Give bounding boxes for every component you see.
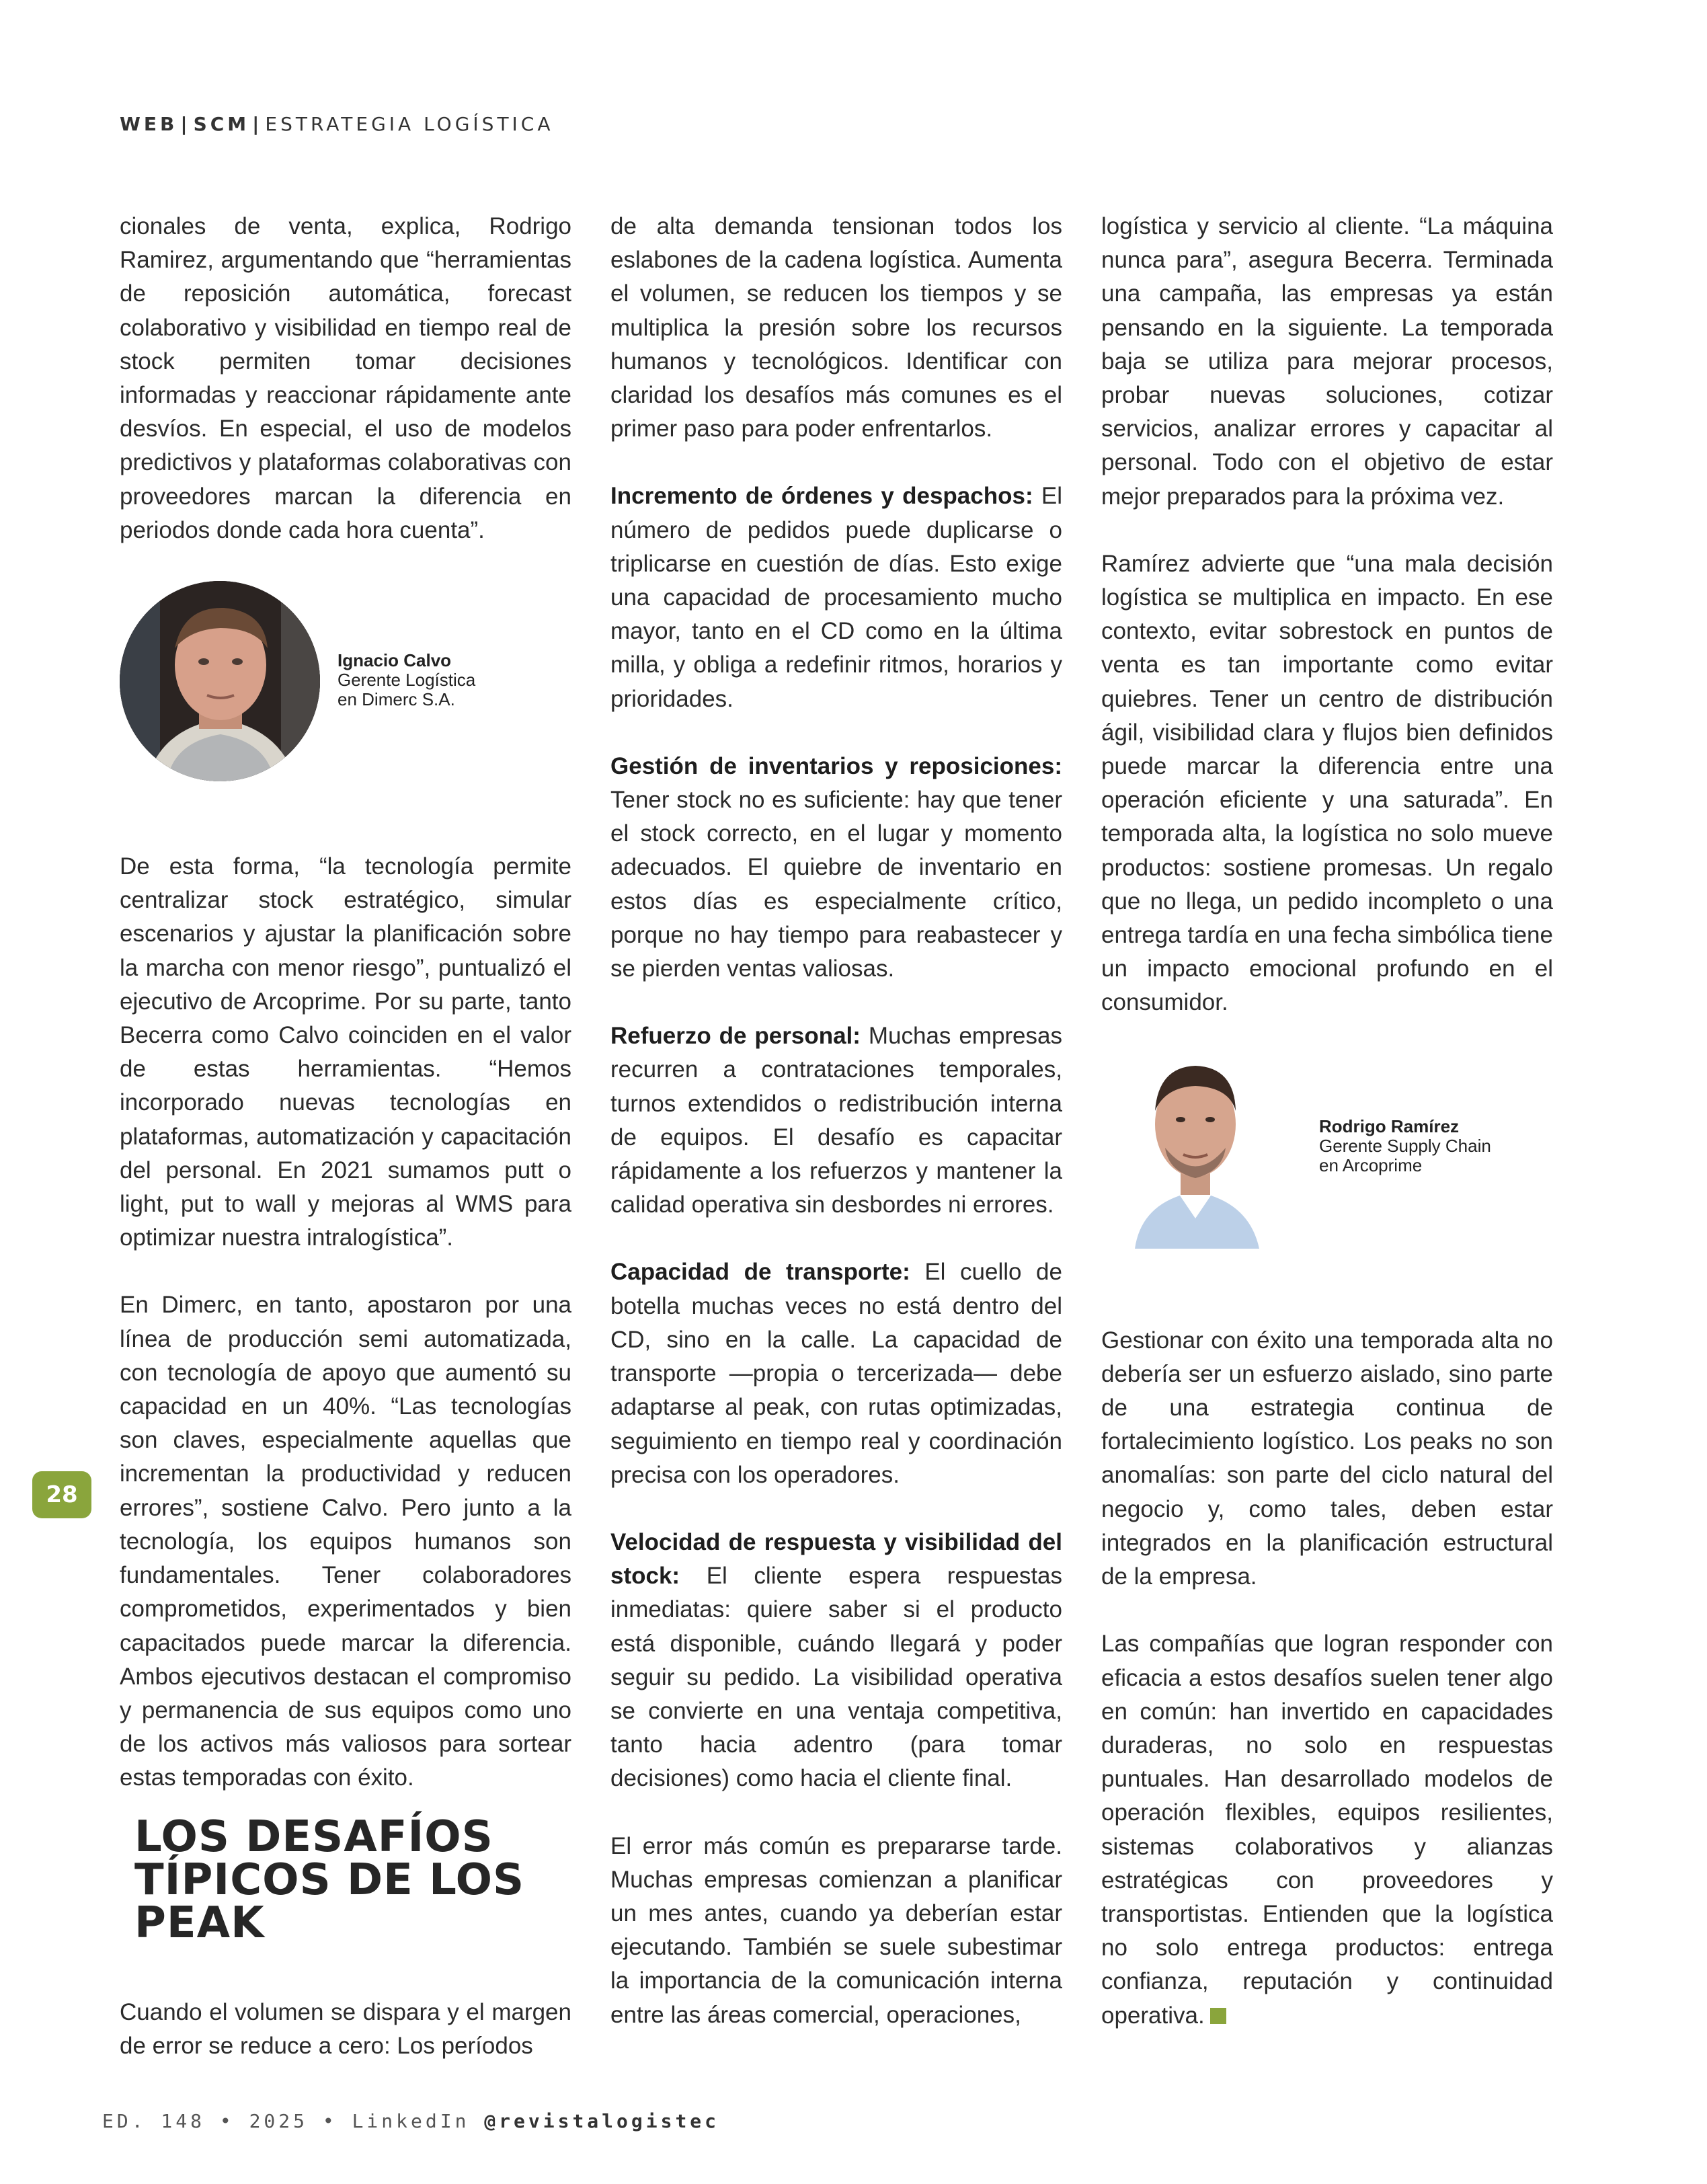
profile-caption [1319,1117,1491,1175]
paragraph [1101,1627,1553,2032]
paragraph: logística y servicio al cliente. “La máquina nunca para”, asegura Becerra. Terminada una campaña, las empresas ya están pensando en la siguiente. La temporada baja se utiliza para mejorar procesos, probar nuevas soluciones, cotizar servicios, analizar errores y capacitar al personal. Todo con el objetivo de estar mejor preparados para la próxima vez. [1101,213,1553,510]
column-1 [120,210,571,2063]
header-separator: | [180,113,191,135]
running-header [120,113,554,135]
subsection-text: Tener stock no es suficiente: hay que tener el stock correcto, en el lugar y momento adecuados. El quiebre de inventario en estos días es especialmente crítico, porque no hay tiempo para reabastecer y se pierden ventas valiosas. [610,787,1062,982]
paragraph: De esta forma, “la tecnología permite centralizar stock estratégico, simular escenarios y ajustar la planificación sobre la marcha con menor riesgo”, puntualizó el ejecutivo de Arcoprime. Por su parte, tanto Becerra como Calvo coinciden en el valor de estas herramientas. “Hemos incorporado nuevas tecnologías en plataformas, automatización y capacitación del personal. En 2021 sumamos putt o light, put to wall y mejoras al WMS para optimizar nuestra intralogística”. [120,853,571,1251]
footer-edition: ED. 148 • 2025 • LinkedIn [102,2110,485,2132]
footer-social-handle: @revistalogistec [484,2110,720,2132]
profile-rodrigo-ramirez [1101,1047,1553,1249]
paragraph: Cuando el volumen se dispara y el margen de error se reduce a cero: Los períodos [120,1998,571,2059]
profile-ignacio-calvo [120,581,571,783]
header-separator: | [252,113,263,135]
paragraph: El error más común es prepararse tarde. Muchas empresas comienzan a planificar un mes antes, cuando ya deberían estar ejecutando. También se suele subestimar la importancia de la comunicación interna entre las áreas comercial, operaciones, [610,1832,1062,2028]
subsection-heading: Refuerzo de personal: [610,1023,861,1050]
subsection-staff [610,1019,1062,1222]
avatar-ignacio-calvo [120,581,320,781]
portrait-image [1128,1047,1263,1249]
subsection-heading: Gestión de inventarios y reposiciones: [610,752,1062,779]
profile-caption [338,651,475,709]
section-title [134,1811,571,1948]
paragraph: cionales de venta, explica, Rodrigo Ramirez, argumentando que “herramientas de reposición automática, forecast colaborativo y visibilidad en tiempo real de stock permiten tomar decisiones informadas y reaccionar rápidamente ante desvíos. En especial, el uso de modelos predictivos y plataformas colaborativas con proveedores marcan la diferencia en periodos donde cada hora cuenta”. [120,213,571,543]
subsection-heading: Incremento de órdenes y despachos: [610,483,1033,510]
subsection-orders [610,479,1062,715]
brand-web: WEB [120,113,178,135]
profile-role: Gerente Supply Chain [1319,1135,1491,1156]
paragraph: Ramírez advierte que “una mala decisión logística se multiplica en impacto. En ese contexto, evitar sobrestock en puntos de venta es tan importante como evitar quiebres. Tener un centro de distribución ágil, visibilidad clara y flujos bien definidos puede marcar la diferencia entre una operación eficiente y una saturada”. En temporada alta, la logística no solo mueve productos: sostiene promesas. Un regalo que no llega, un pedido incompleto o una entrega tardía en una fecha simbólica tiene un impacto emocional profundo en el consumidor. [1101,550,1553,1016]
end-of-article-mark [1210,2008,1226,2024]
profile-name: Rodrigo Ramírez [1319,1116,1460,1136]
column-2 [610,210,1062,2032]
subsection-text: El cliente espera respuestas inmediatas: quiere saber si el producto está disponible, cuándo llegará y poder seguir su pedido. La visibilidad operativa se convierte en una ventaja competitiva, tanto hacia adentro (para tomar decisiones) como hacia el cliente final. [610,1563,1063,1792]
subsection-heading: Velocidad de respuesta y visibilidad del stock: [610,1528,1062,1590]
paragraph-text: Las compañías que logran responder con eficacia a estos desafíos suelen tener algo en común: han invertido en capacidades duraderas, no solo en respuestas puntuales. Han desarrollado modelos de operación flexibles, equipos resilientes, sistemas colaborativos y alianzas estratégicas con proveedores y transportistas. Entienden que la logística no solo entrega productos: entrega confianza, reputación y continuidad operativa. [1101,1631,1553,2029]
subsection-text: El cuello de botella muchas veces no está dentro del CD, sino en la calle. La capacidad de transporte —propia o tercerizada— debe adaptarse al peak, con rutas optimizadas, seguimiento en tiempo real y coordinación precisa con los operadores. [610,1259,1062,1488]
paragraph: En Dimerc, en tanto, apostaron por una línea de producción semi automatizada, con tecnología de apoyo que aumentó su capacidad en un 40%. “Las tecnologías son claves, especialmente aquellas que incrementan la productividad y reducen errores”, sostiene Calvo. Pero junto a la tecnología, los equipos humanos son fundamentales. Tener colaboradores comprometidos, experimentados y bien capacitados puede marcar la diferencia. Ambos ejecutivos destacan el compromiso y permanencia de sus equipos como uno de los activos más valiosos para sortear estas temporadas con éxito. [120,1292,571,1791]
profile-role: Gerente Logística [338,670,476,691]
profile-name: Ignacio Calvo [338,650,452,671]
brand-scm: SCM [193,113,250,135]
profile-company: en Dimerc S.A. [338,689,455,710]
profile-company: en Arcoprime [1319,1155,1423,1175]
subsection-heading: Capacidad de transporte: [610,1259,910,1286]
subsection-visibility [610,1526,1062,1796]
section-title-line: LOS DESAFÍOS [134,1811,493,1862]
portrait-image [120,581,320,781]
column-3 [1101,210,1553,2033]
section-title-line: PEAK [134,1898,265,1948]
section-title-line: TÍPICOS DE LOS [134,1855,525,1905]
subsection-inventory [610,750,1062,986]
subsection-text: El número de pedidos puede duplicarse o triplicarse en cuestión de días. Esto exige una capacidad de procesamiento mucho mayor, tanto en el CD como en la última milla, y obliga a redefinir ritmos, horarios y prioridades. [610,483,1062,712]
paragraph: Gestionar con éxito una temporada alta no debería ser un esfuerzo aislado, sino parte de una estrategia continua de fortalecimiento logístico. Los peaks no son anomalías: son parte del ciclo natural del negocio y, como tales, deben estar integrados en la planificación estructural de la empresa. [1101,1327,1553,1590]
subsection-transport [610,1255,1062,1491]
paragraph: de alta demanda tensionan todos los eslabones de la cadena logística. Aumenta el volumen, se reducen los tiempos y se multiplica la presión sobre los recursos humanos y tecnológicos. Identificar con claridad los desafíos más comunes es el primer paso para poder enfrentarlos. [610,213,1062,442]
footer [102,2110,719,2132]
subsection-text: Muchas empresas recurren a contrataciones temporales, turnos extendidos o redistribución interna de equipos. El desafío es capacitar rápidamente a los refuerzos y mantener la calidad operativa sin desbordes ni errores. [610,1023,1062,1218]
section-name: ESTRATEGIA LOGÍSTICA [265,113,554,135]
page-number: 28 [32,1471,91,1518]
